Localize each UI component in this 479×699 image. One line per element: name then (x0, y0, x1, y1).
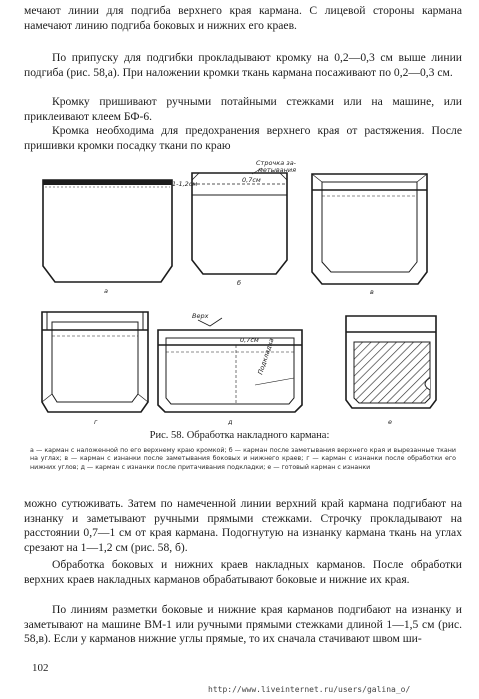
label-panel-b: б (237, 279, 242, 287)
callout-stitch-line-1: Строчка за- (256, 159, 297, 167)
panel-b (192, 168, 287, 274)
panel-a (43, 180, 172, 282)
callout-offset-07: 0,7см (242, 176, 261, 184)
callout-top: Верх (192, 312, 209, 320)
label-panel-d: д (228, 418, 233, 426)
panel-v (312, 174, 427, 284)
callout-lining: Подкладка (256, 337, 276, 376)
paragraph-bottom-2: Обработка боковых и нижних краев накладных карманов. После обработки верхних краев накладных карманов обрабатывают боковые и нижние их края. (24, 558, 462, 586)
panel-d (158, 318, 302, 412)
paragraph-top-3: Кромку пришивают ручными потайными стежками или на машине, или приклеивают клеем БФ-6. (24, 95, 462, 123)
callout-offset-07-d: 0,7см (240, 336, 259, 344)
label-panel-a: а (104, 287, 108, 295)
page-number: 102 (32, 662, 49, 674)
watermark-url: http://www.liveinternet.ru/users/galina_o/ (208, 685, 411, 694)
paragraph-top-4: Кромка необходима для предохранения верхнего края от растяжения. После пришивки кромки посадку ткани по краю (24, 124, 462, 152)
paragraph-bottom-3: По линиям разметки боковые и нижние края карманов подгибают на изнанку и заметывают на машине ВМ-1 или ручными прямыми стежками длиной 1—1,5 см (рис. 58,в). Если у карманов нижние углы прямые, то их сначала стачивают швом ши- (24, 603, 462, 646)
paragraph-bottom-1: можно сутюживать. Затем по намеченной линии верхний край кармана подгибают на изнанку и заметывают ручными прямыми стежками. Строчку прокладывают на расстоянии 0,7—1 см от края кармана. Подогнутую на изнанку кармана ткань на углах срезают на 1—1,2 см (рис. 58, б). (24, 497, 462, 554)
paragraph-top-1: мечают линии для подгиба верхнего края кармана. С лицевой стороны кармана намечают линию подгиба боковых и нижних его краев. (24, 4, 462, 32)
label-panel-e: е (388, 418, 392, 426)
label-panel-g: г (94, 418, 98, 426)
figure-caption: Рис. 58. Обработка накладного кармана: (149, 430, 330, 441)
callout-stitch-line-2: метывания (258, 166, 297, 174)
paragraph-top-2: По припуску для подгибки прокладывают кромку на 0,2—0,3 см выше линии подгиба (рис. 58,а). При наложении кромки ткань кармана посаживают по 0,2—0,3 см. (24, 51, 462, 79)
panel-g (42, 312, 148, 412)
label-panel-v: в (370, 288, 374, 296)
callout-offset-12: 1-1,2см (172, 180, 198, 188)
figure-legend: а — карман с наложенной по его верхнему краю кромкой; б — карман после заметывания верхнего края и вырезанные ткани на углах; в — карман с изнанки после заметывания боковых и нижнего краев; г — карман с изнанки после обработки его нижних углов; д — карман с изнанки после притачивания подкладки; е — готовый карман с изнанки (30, 447, 456, 471)
panel-e (346, 316, 436, 408)
